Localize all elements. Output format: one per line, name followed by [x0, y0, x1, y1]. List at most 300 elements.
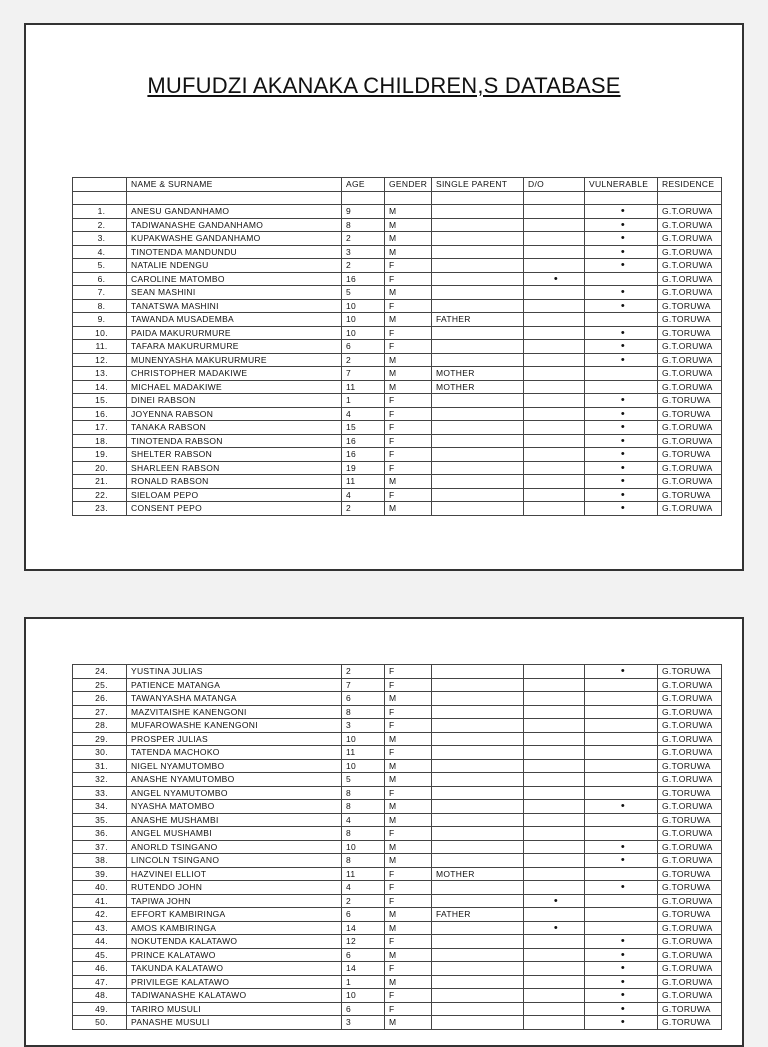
column-header: RESIDENCE	[658, 178, 722, 192]
residence-cell: G.T.ORUWA	[658, 975, 722, 989]
single-parent-cell	[432, 813, 524, 827]
table-row	[73, 205, 722, 219]
single-parent-cell	[432, 488, 524, 502]
name-cell: MAZVITAISHE KANENGONI	[127, 705, 342, 719]
table-row	[73, 746, 722, 760]
vulnerable-cell: •	[585, 948, 658, 962]
do-cell	[524, 908, 585, 922]
row-number: 17.	[73, 421, 127, 435]
residence-cell: G.T.ORUWA	[658, 502, 722, 516]
residence-cell: G.T.ORUWA	[658, 380, 722, 394]
gender-cell: M	[385, 854, 432, 868]
table-row	[73, 935, 722, 949]
age-cell: 6	[342, 340, 385, 354]
vulnerable-cell: •	[585, 286, 658, 300]
name-cell: ANGEL NYAMUTOMBO	[127, 786, 342, 800]
do-cell	[524, 692, 585, 706]
do-cell	[524, 502, 585, 516]
row-number: 12.	[73, 353, 127, 367]
age-cell: 3	[342, 245, 385, 259]
name-cell: PANASHE MUSULI	[127, 1016, 342, 1030]
single-parent-cell	[432, 1002, 524, 1016]
gender-cell: F	[385, 394, 432, 408]
column-header: AGE	[342, 178, 385, 192]
name-cell: HAZVINEI ELLIOT	[127, 867, 342, 881]
do-cell	[524, 975, 585, 989]
vulnerable-cell	[585, 746, 658, 760]
age-cell: 19	[342, 461, 385, 475]
age-cell: 14	[342, 921, 385, 935]
residence-cell: G.T.ORUWA	[658, 367, 722, 381]
gender-cell: F	[385, 1002, 432, 1016]
table-row	[73, 461, 722, 475]
name-cell: PRIVILEGE KALATAWO	[127, 975, 342, 989]
row-number: 18.	[73, 434, 127, 448]
gender-cell: M	[385, 908, 432, 922]
single-parent-cell	[432, 786, 524, 800]
single-parent-cell	[432, 692, 524, 706]
single-parent-cell	[432, 935, 524, 949]
row-number: 27.	[73, 705, 127, 719]
table-row	[73, 353, 722, 367]
residence-cell: G.TORUWA	[658, 867, 722, 881]
residence-cell: G.T.ORUWA	[658, 218, 722, 232]
table-row	[73, 434, 722, 448]
residence-cell: G.TORUWA	[658, 881, 722, 895]
name-cell: LINCOLN TSINGANO	[127, 854, 342, 868]
name-cell: JOYENNA RABSON	[127, 407, 342, 421]
table-row	[73, 313, 722, 327]
single-parent-cell	[432, 245, 524, 259]
table-row	[73, 692, 722, 706]
name-cell: SEAN MASHINI	[127, 286, 342, 300]
age-cell: 5	[342, 773, 385, 787]
table-row	[73, 272, 722, 286]
age-cell: 2	[342, 665, 385, 679]
gender-cell: F	[385, 665, 432, 679]
age-cell: 1	[342, 975, 385, 989]
name-cell: TAWANYASHA MATANGA	[127, 692, 342, 706]
gender-cell: F	[385, 746, 432, 760]
row-number: 46.	[73, 962, 127, 976]
residence-cell: G.TORUWA	[658, 813, 722, 827]
residence-cell: G.TORUWA	[658, 488, 722, 502]
name-cell: YUSTINA JULIAS	[127, 665, 342, 679]
name-cell: NYASHA MATOMBO	[127, 800, 342, 814]
gender-cell: M	[385, 840, 432, 854]
single-parent-cell	[432, 475, 524, 489]
table-row	[73, 786, 722, 800]
age-cell: 11	[342, 475, 385, 489]
age-cell: 2	[342, 894, 385, 908]
age-cell: 3	[342, 1016, 385, 1030]
age-cell: 6	[342, 692, 385, 706]
row-number: 11.	[73, 340, 127, 354]
vulnerable-cell: •	[585, 340, 658, 354]
residence-cell: G.TORUWA	[658, 394, 722, 408]
single-parent-cell: MOTHER	[432, 867, 524, 881]
name-cell: TADIWANASHE KALATAWO	[127, 989, 342, 1003]
table-row	[73, 894, 722, 908]
table-row	[73, 827, 722, 841]
row-number: 24.	[73, 665, 127, 679]
single-parent-cell: MOTHER	[432, 380, 524, 394]
age-cell: 7	[342, 367, 385, 381]
do-cell	[524, 367, 585, 381]
age-cell: 15	[342, 421, 385, 435]
age-cell: 8	[342, 786, 385, 800]
gender-cell: M	[385, 813, 432, 827]
do-cell	[524, 989, 585, 1003]
table-row	[73, 340, 722, 354]
do-cell	[524, 678, 585, 692]
vulnerable-cell: •	[585, 205, 658, 219]
row-number: 41.	[73, 894, 127, 908]
do-cell: •	[524, 921, 585, 935]
age-cell: 16	[342, 448, 385, 462]
age-cell: 11	[342, 380, 385, 394]
age-cell: 4	[342, 488, 385, 502]
name-cell: TAPIWA JOHN	[127, 894, 342, 908]
gender-cell: F	[385, 340, 432, 354]
name-cell: PATIENCE MATANGA	[127, 678, 342, 692]
single-parent-cell	[432, 705, 524, 719]
single-parent-cell	[432, 989, 524, 1003]
age-cell: 10	[342, 759, 385, 773]
gender-cell: M	[385, 800, 432, 814]
gender-cell: F	[385, 421, 432, 435]
single-parent-cell	[432, 948, 524, 962]
table-row	[73, 881, 722, 895]
vulnerable-cell	[585, 705, 658, 719]
gender-cell: F	[385, 827, 432, 841]
table-row	[73, 502, 722, 516]
gender-cell: F	[385, 407, 432, 421]
row-number: 9.	[73, 313, 127, 327]
vulnerable-cell: •	[585, 665, 658, 679]
row-number: 29.	[73, 732, 127, 746]
single-parent-cell	[432, 407, 524, 421]
name-cell: PROSPER JULIAS	[127, 732, 342, 746]
gender-cell: F	[385, 867, 432, 881]
name-cell: MICHAEL MADAKIWE	[127, 380, 342, 394]
name-cell: ANASHE NYAMUTOMBO	[127, 773, 342, 787]
row-number: 33.	[73, 786, 127, 800]
age-cell: 6	[342, 948, 385, 962]
row-number: 44.	[73, 935, 127, 949]
name-cell: TINOTENDA RABSON	[127, 434, 342, 448]
gender-cell: M	[385, 380, 432, 394]
name-cell: TAKUNDA KALATAWO	[127, 962, 342, 976]
row-number: 1.	[73, 205, 127, 219]
residence-cell: G.T.ORUWA	[658, 705, 722, 719]
row-number: 45.	[73, 948, 127, 962]
name-cell: NATALIE NDENGU	[127, 259, 342, 273]
do-cell: •	[524, 272, 585, 286]
vulnerable-cell: •	[585, 259, 658, 273]
row-number: 42.	[73, 908, 127, 922]
vulnerable-cell: •	[585, 475, 658, 489]
do-cell	[524, 759, 585, 773]
vulnerable-cell: •	[585, 394, 658, 408]
row-number: 15.	[73, 394, 127, 408]
residence-cell: G.T.ORUWA	[658, 421, 722, 435]
vulnerable-cell: •	[585, 840, 658, 854]
empty-cell	[585, 191, 658, 205]
residence-cell: G.TORUWA	[658, 407, 722, 421]
age-cell: 14	[342, 962, 385, 976]
name-cell: SIELOAM PEPO	[127, 488, 342, 502]
column-header: GENDER	[385, 178, 432, 192]
age-cell: 16	[342, 272, 385, 286]
row-number: 22.	[73, 488, 127, 502]
vulnerable-cell: •	[585, 421, 658, 435]
residence-cell: G.T.ORUWA	[658, 840, 722, 854]
do-cell	[524, 962, 585, 976]
vulnerable-cell: •	[585, 448, 658, 462]
do-cell	[524, 313, 585, 327]
age-cell: 8	[342, 827, 385, 841]
name-cell: CAROLINE MATOMBO	[127, 272, 342, 286]
residence-cell: G.T.ORUWA	[658, 692, 722, 706]
residence-cell: G.T.ORUWA	[658, 989, 722, 1003]
age-cell: 4	[342, 813, 385, 827]
do-cell	[524, 935, 585, 949]
vulnerable-cell: •	[585, 502, 658, 516]
gender-cell: M	[385, 353, 432, 367]
row-number: 38.	[73, 854, 127, 868]
gender-cell: M	[385, 1016, 432, 1030]
age-cell: 2	[342, 353, 385, 367]
vulnerable-cell	[585, 867, 658, 881]
single-parent-cell	[432, 502, 524, 516]
vulnerable-cell: •	[585, 1002, 658, 1016]
age-cell: 10	[342, 840, 385, 854]
vulnerable-cell	[585, 908, 658, 922]
table-row	[73, 1016, 722, 1030]
vulnerable-cell	[585, 773, 658, 787]
single-parent-cell	[432, 678, 524, 692]
row-number: 25.	[73, 678, 127, 692]
age-cell: 10	[342, 313, 385, 327]
name-cell: CHRISTOPHER MADAKIWE	[127, 367, 342, 381]
table-row	[73, 326, 722, 340]
single-parent-cell	[432, 461, 524, 475]
do-cell	[524, 475, 585, 489]
name-cell: TATENDA MACHOKO	[127, 746, 342, 760]
single-parent-cell	[432, 719, 524, 733]
gender-cell: M	[385, 692, 432, 706]
residence-cell: G.TORUWA	[658, 786, 722, 800]
table-row	[73, 407, 722, 421]
residence-cell: G.TORUWA	[658, 299, 722, 313]
name-cell: TARIRO MUSULI	[127, 1002, 342, 1016]
gender-cell: M	[385, 732, 432, 746]
do-cell	[524, 854, 585, 868]
empty-cell	[73, 191, 127, 205]
single-parent-cell	[432, 746, 524, 760]
do-cell	[524, 732, 585, 746]
single-parent-cell	[432, 921, 524, 935]
row-number: 37.	[73, 840, 127, 854]
name-cell: NIGEL NYAMUTOMBO	[127, 759, 342, 773]
single-parent-cell	[432, 434, 524, 448]
do-cell	[524, 1016, 585, 1030]
do-cell	[524, 719, 585, 733]
table-row	[73, 678, 722, 692]
age-cell: 16	[342, 434, 385, 448]
row-number: 4.	[73, 245, 127, 259]
age-cell: 1	[342, 394, 385, 408]
vulnerable-cell	[585, 732, 658, 746]
residence-cell: G.T.ORUWA	[658, 800, 722, 814]
residence-cell: G.T.ORUWA	[658, 232, 722, 246]
empty-cell	[127, 191, 342, 205]
do-cell	[524, 665, 585, 679]
age-cell: 8	[342, 218, 385, 232]
row-number: 40.	[73, 881, 127, 895]
name-cell: RONALD RABSON	[127, 475, 342, 489]
do-cell	[524, 948, 585, 962]
single-parent-cell	[432, 840, 524, 854]
vulnerable-cell	[585, 272, 658, 286]
do-cell	[524, 800, 585, 814]
age-cell: 8	[342, 705, 385, 719]
age-cell: 11	[342, 867, 385, 881]
single-parent-cell	[432, 326, 524, 340]
gender-cell: F	[385, 894, 432, 908]
table-row	[73, 394, 722, 408]
residence-cell: G.TORUWA	[658, 908, 722, 922]
row-number: 32.	[73, 773, 127, 787]
vulnerable-cell	[585, 786, 658, 800]
spacer-row	[73, 191, 722, 205]
do-cell	[524, 421, 585, 435]
age-cell: 12	[342, 935, 385, 949]
residence-cell: G.T.ORUWA	[658, 719, 722, 733]
residence-cell: G.T.ORUWA	[658, 894, 722, 908]
name-cell: KUPAKWASHE GANDANHAMO	[127, 232, 342, 246]
residence-cell: G.T.ORUWA	[658, 773, 722, 787]
row-number: 48.	[73, 989, 127, 1003]
empty-cell	[432, 191, 524, 205]
age-cell: 4	[342, 407, 385, 421]
table-row	[73, 380, 722, 394]
vulnerable-cell: •	[585, 935, 658, 949]
row-number: 26.	[73, 692, 127, 706]
residence-cell: G.T.ORUWA	[658, 962, 722, 976]
vulnerable-cell: •	[585, 326, 658, 340]
name-cell: MUFAROWASHE KANENGONI	[127, 719, 342, 733]
table-row	[73, 840, 722, 854]
table-row	[73, 705, 722, 719]
table-row	[73, 245, 722, 259]
residence-cell: G.T.ORUWA	[658, 746, 722, 760]
do-cell	[524, 840, 585, 854]
gender-cell: F	[385, 881, 432, 895]
vulnerable-cell: •	[585, 488, 658, 502]
do-cell	[524, 705, 585, 719]
table-row	[73, 286, 722, 300]
gender-cell: M	[385, 975, 432, 989]
vulnerable-cell: •	[585, 218, 658, 232]
single-parent-cell: FATHER	[432, 908, 524, 922]
residence-cell: G.TORUWA	[658, 326, 722, 340]
empty-cell	[385, 191, 432, 205]
name-cell: CONSENT PEPO	[127, 502, 342, 516]
age-cell: 10	[342, 326, 385, 340]
table-row	[73, 259, 722, 273]
residence-cell: G.T.ORUWA	[658, 340, 722, 354]
single-parent-cell	[432, 218, 524, 232]
gender-cell: F	[385, 448, 432, 462]
age-cell: 11	[342, 746, 385, 760]
residence-cell: G.T.ORUWA	[658, 678, 722, 692]
age-cell: 6	[342, 1002, 385, 1016]
table-row	[73, 421, 722, 435]
residence-cell: G.TORUWA	[658, 665, 722, 679]
age-cell: 10	[342, 989, 385, 1003]
single-parent-cell	[432, 962, 524, 976]
vulnerable-cell	[585, 313, 658, 327]
row-number: 20.	[73, 461, 127, 475]
row-number: 7.	[73, 286, 127, 300]
gender-cell: M	[385, 205, 432, 219]
vulnerable-cell	[585, 692, 658, 706]
single-parent-cell	[432, 854, 524, 868]
row-number: 14.	[73, 380, 127, 394]
do-cell	[524, 353, 585, 367]
gender-cell: F	[385, 989, 432, 1003]
vulnerable-cell	[585, 827, 658, 841]
row-number: 39.	[73, 867, 127, 881]
residence-cell: G.TORUWA	[658, 1002, 722, 1016]
gender-cell: M	[385, 232, 432, 246]
do-cell	[524, 827, 585, 841]
residence-cell: G.T.ORUWA	[658, 259, 722, 273]
single-parent-cell: FATHER	[432, 313, 524, 327]
single-parent-cell	[432, 232, 524, 246]
table-row	[73, 975, 722, 989]
gender-cell: M	[385, 502, 432, 516]
residence-cell: G.T.ORUWA	[658, 353, 722, 367]
children-table-continued	[72, 664, 722, 1030]
gender-cell: F	[385, 786, 432, 800]
single-parent-cell	[432, 800, 524, 814]
table-row	[73, 813, 722, 827]
vulnerable-cell: •	[585, 989, 658, 1003]
single-parent-cell	[432, 340, 524, 354]
age-cell: 10	[342, 732, 385, 746]
single-parent-cell	[432, 394, 524, 408]
do-cell	[524, 773, 585, 787]
single-parent-cell	[432, 205, 524, 219]
do-cell	[524, 299, 585, 313]
vulnerable-cell: •	[585, 854, 658, 868]
residence-cell: G.T.ORUWA	[658, 948, 722, 962]
row-number: 49.	[73, 1002, 127, 1016]
vulnerable-cell: •	[585, 962, 658, 976]
table-row	[73, 1002, 722, 1016]
row-number: 10.	[73, 326, 127, 340]
residence-cell: G.T.ORUWA	[658, 272, 722, 286]
residence-cell: G.TORUWA	[658, 448, 722, 462]
name-cell: SHARLEEN RABSON	[127, 461, 342, 475]
vulnerable-cell	[585, 813, 658, 827]
table-row	[73, 908, 722, 922]
row-number: 23.	[73, 502, 127, 516]
name-cell: TINOTENDA MANDUNDU	[127, 245, 342, 259]
